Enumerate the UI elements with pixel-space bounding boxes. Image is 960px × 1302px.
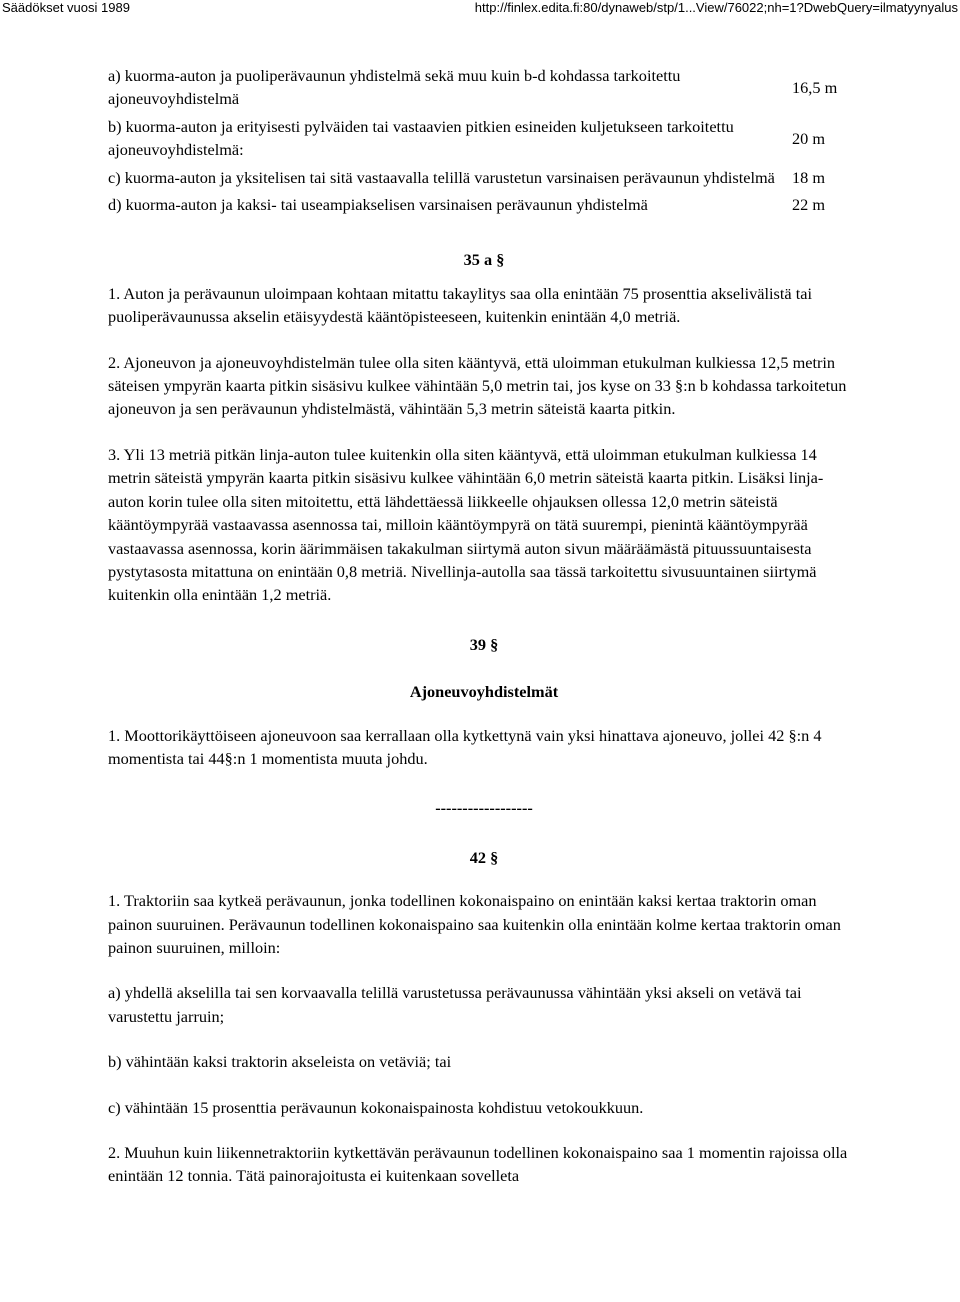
section-42-paragraph-2: 2. Muuhun kuin liikennetraktoriin kytkettävän perävaunun todellinen kokonaispaino saa 1 momentin rajoissa olla enintään 12 tonnia. Tätä painorajoitusta ei kuitenkaan sovelleta — [108, 1143, 848, 1186]
header-source-url: http://finlex.edita.fi:80/dynaweb/stp/1...View/76022;nh=1?DwebQuery=ilmatyynyalus — [474, 0, 958, 15]
section-35a-paragraph-2: 2. Ajoneuvon ja ajoneuvoyhdistelmän tulee olla siten kääntyvä, että uloimman etukulman kulkiessa 12,5 metrin säteisen ympyrän kaarta pitkin sisäsivu kulkee vähintään 5,0 metrin tai, jos kyse on 33 §:n b kohdassa tarkoitetun ajoneuvon ja sen perävaunun yhdistelmästä, vähintään 5,3 metrin säteistä kaarta pitkin. — [108, 352, 847, 419]
print-header — [0, 0, 960, 20]
length-row-d — [108, 189, 848, 216]
length-row-value: 18 m — [792, 167, 826, 187]
section-42-item-c: c) vähintään 15 prosenttia perävaunun kokonaispainosta kohdistuu vetokoukkuun. — [108, 1097, 644, 1117]
section-39-paragraph-1: 1. Moottorikäyttöiseen ajoneuvoon saa kerrallaan olla kytkettynä vain yksi hinattava ajoneuvo, jollei 42 §:n 4 momentista tai 44§:n 1 momentista muuta johdu. — [108, 725, 822, 768]
length-row-value: 20 m — [792, 128, 826, 148]
section-heading-42: 42 § — [469, 847, 499, 867]
length-row-value: 16,5 m — [792, 77, 838, 97]
section-35a-paragraph-1: 1. Auton ja perävaunun uloimpaan kohtaan mitattu takaylitys saa olla enintään 75 prosenttia akselivälistä tai puoliperävaunussa akselin etäisyydestä kääntöpisteeseen, kuitenkin enintään 4,0 metriä. — [108, 283, 812, 327]
length-row-a — [108, 64, 848, 111]
section-42-item-b: b) vähintään kaksi traktorin akseleista on vetäviä; tai — [108, 1052, 452, 1072]
header-document-title: Säädökset vuosi 1989 — [2, 0, 130, 15]
section-heading-39: 39 § — [469, 634, 499, 654]
document-body — [108, 64, 848, 1188]
section-heading-35a: 35 a § — [463, 250, 505, 270]
length-row-c — [108, 162, 848, 189]
length-row-description: c) kuorma-auton ja yksitelisen tai sitä vastaavalla telillä varustetun varsinaisen perävaunun yhdistelmä — [108, 167, 775, 187]
section-39-title: Ajoneuvoyhdistelmät — [409, 682, 559, 702]
length-row-description: d) kuorma-auton ja kaksi- tai useampiakselisen varsinaisen perävaunun yhdistelmä — [108, 195, 648, 215]
length-row-value: 22 m — [792, 195, 826, 215]
section-42-paragraph-1: 1. Traktoriin saa kytkeä perävaunun, jonka todellinen kokonaispaino on enintään kaksi kertaa traktorin oman painon suuruinen. Perävaunun todellinen kokonaispaino saa kuitenkin olla enintään kolme kertaa traktorin oman painon suuruinen, milloin: — [108, 891, 841, 957]
vehicle-length-table — [108, 64, 848, 216]
section-separator: ------------------ — [435, 798, 533, 818]
length-row-description: b) kuorma-auton ja erityisesti pylväiden tai vastaavien pitkien esineiden kuljetukseen tarkoitettu ajoneuvoyhdistelmä: — [108, 116, 734, 160]
section-35a-paragraph-3: 3. Yli 13 metriä pitkän linja-auton tulee kuitenkin olla siten kääntyvä, että uloimman etukulman kulkiessa 14 metrin säteistä ympyrän kaarta pitkin sisäsivu kulkee vähintään 6,0 metrin säteistä kaarta pitkin. Lisäksi linja-auton korin tulee olla siten mitoitettu, että lähdettäessä liikkeelle ohjauksen ollessa 12,0 metrin säteistä kääntöympyrää vastaavassa asennossa tai, milloin kääntöympyrä on tätä suurempi, pienintä kääntöympyrää vastaavassa asennossa, korin äärimmäisen takakulman siirtymä auton sivun määräämästä pituussuuntaisesta pystytasosta mitattuna on enintään 0,8 metriä. Nivellinja-autolla saa tässä tarkoitettu sivusuuntainen siirtymä kuitenkin olla enintään 1,2 metriä. — [108, 444, 824, 605]
length-row-description: a) kuorma-auton ja puoliperävaunun yhdistelmä sekä muu kuin b-d kohdassa tarkoitettu ajoneuvoyhdistelmä — [108, 66, 681, 109]
length-row-b — [108, 111, 848, 162]
section-42-item-a: a) yhdellä akselilla tai sen korvaavalla telillä varustetussa perävaunussa vähintään yksi akseli on vetävä tai varustettu jarruin; — [108, 983, 802, 1026]
